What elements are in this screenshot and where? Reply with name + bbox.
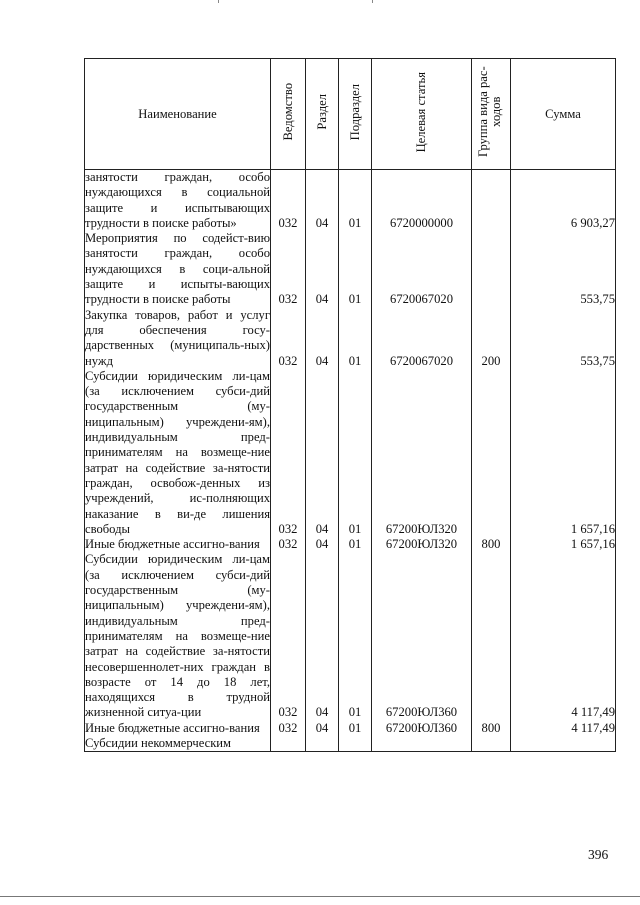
header-name: Наименование (85, 59, 271, 170)
row-name: Субсидии некоммерческим (85, 736, 271, 752)
row-summa: 553,75 (511, 231, 616, 307)
row-podrazdel: 01 (339, 552, 372, 720)
row-summa: 1 657,16 (511, 537, 616, 552)
header-podrazdel: Подраздел (339, 59, 372, 170)
table-row (85, 736, 616, 752)
row-celevaya-statya: 6720067020 (372, 231, 472, 307)
row-celevaya-statya: 6720067020 (372, 308, 472, 369)
header-vedomstvo: Ведомство (271, 59, 306, 170)
row-podrazdel (339, 736, 372, 752)
row-vedomstvo: 032 (271, 552, 306, 720)
row-razdel: 04 (306, 231, 339, 307)
row-celevaya-statya: 67200ЮЛ320 (372, 537, 472, 552)
row-razdel: 04 (306, 170, 339, 232)
row-razdel: 04 (306, 369, 339, 537)
row-name: Закупка товаров, работ и услуг для обеспечения госу-дарственных (муниципаль-ных) нужд (85, 307, 270, 368)
row-podrazdel: 01 (339, 369, 372, 537)
row-podrazdel: 01 (339, 170, 372, 232)
scan-mark (372, 0, 373, 3)
row-podrazdel: 01 (339, 721, 372, 736)
row-name: Субсидии юридическим ли-цам (за исключением субси-дий государственным (му-ниципальным) учреждени-ям), индивидуальным пред-принимателям на возмеще-ние затрат на содействие за-нятости граждан, освобож-денных из учреждений, ис-полняющих наказание в ви-де лишения свободы (85, 368, 270, 536)
row-gruppa: 800 (472, 721, 511, 736)
table-row (85, 552, 616, 720)
row-vedomstvo: 032 (271, 721, 306, 736)
row-celevaya-statya: 67200ЮЛ360 (372, 721, 472, 736)
row-gruppa (472, 736, 511, 752)
table-row (85, 308, 616, 369)
bottom-rule (0, 896, 640, 897)
row-vedomstvo: 032 (271, 308, 306, 369)
scan-mark (218, 0, 219, 3)
row-razdel: 04 (306, 537, 339, 552)
row-summa (511, 736, 616, 752)
row-vedomstvo: 032 (271, 537, 306, 552)
row-celevaya-statya: 67200ЮЛ360 (372, 552, 472, 720)
header-razdel: Раздел (306, 59, 339, 170)
row-podrazdel: 01 (339, 308, 372, 369)
row-name: Иные бюджетные ассигно-вания (85, 721, 271, 736)
table-row (85, 369, 616, 537)
header-summa: Сумма (511, 59, 616, 170)
header-gruppa-vida-rashodov: Группа вида рас-ходов (472, 59, 511, 170)
row-celevaya-statya: 67200ЮЛ320 (372, 369, 472, 537)
row-podrazdel: 01 (339, 537, 372, 552)
row-gruppa (472, 231, 511, 307)
row-vedomstvo (271, 736, 306, 752)
table-row (85, 170, 616, 232)
row-vedomstvo: 032 (271, 170, 306, 232)
row-gruppa: 800 (472, 537, 511, 552)
row-gruppa (472, 170, 511, 232)
row-summa: 1 657,16 (511, 369, 616, 537)
table-header-row (85, 59, 616, 170)
row-podrazdel: 01 (339, 231, 372, 307)
row-razdel (306, 736, 339, 752)
row-razdel: 04 (306, 308, 339, 369)
row-celevaya-statya: 6720000000 (372, 170, 472, 232)
row-name: Субсидии юридическим ли-цам (за исключением субси-дий государственным (му-ниципальным) учреждени-ям), индивидуальным пред-принимателям на возмеще-ние затрат на содействие за-нятости несовершеннолет-них граждан в возрасте от 14 до 18 лет, находящихся в трудной жизненной ситуа-ции (85, 552, 270, 720)
row-gruppa (472, 369, 511, 537)
table-row (85, 231, 616, 307)
header-celevaya-statya: Целевая статья (372, 59, 472, 170)
row-summa: 4 117,49 (511, 552, 616, 720)
table-row (85, 721, 616, 736)
row-name: Мероприятия по содейст-вию занятости граждан, особо нуждающихся в соци-альной защите и испыты-вающих трудности в поиске работы (85, 231, 270, 307)
row-summa: 4 117,49 (511, 721, 616, 736)
row-vedomstvo: 032 (271, 369, 306, 537)
row-name: Иные бюджетные ассигно-вания (85, 537, 271, 552)
row-razdel: 04 (306, 721, 339, 736)
row-vedomstvo: 032 (271, 231, 306, 307)
row-gruppa: 200 (472, 308, 511, 369)
table-row (85, 537, 616, 552)
page-number: 396 (588, 847, 609, 862)
row-gruppa (472, 552, 511, 720)
budget-table (84, 58, 616, 752)
row-razdel: 04 (306, 552, 339, 720)
row-celevaya-statya (372, 736, 472, 752)
row-summa: 6 903,27 (511, 170, 616, 232)
row-name: занятости граждан, особо нуждающихся в социальной защите и испытывающих трудности в поиске работы» (85, 170, 270, 230)
row-summa: 553,75 (511, 308, 616, 369)
